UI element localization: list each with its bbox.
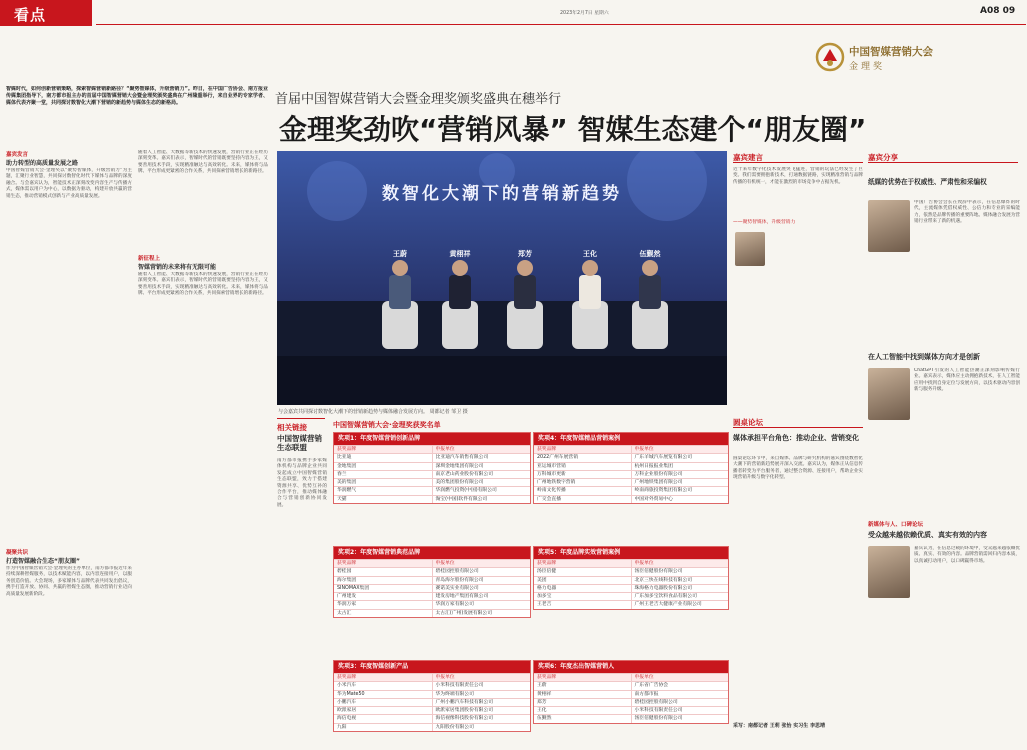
award-board-title: 奖项2：年度智媒营销典范品牌	[334, 547, 530, 559]
award-row	[334, 592, 530, 600]
award-applicant: 青岛海尔股份有限公司	[435, 577, 484, 583]
award-row	[334, 690, 530, 698]
award-applicant: 珠海格力电器股份有限公司	[634, 585, 693, 591]
award-brand: 欧派家居	[334, 707, 433, 714]
section-tag	[0, 0, 92, 26]
award-row	[334, 453, 530, 461]
award-applicant: 赛诺美实业有限公司	[435, 585, 479, 591]
award-brand: 亚运城市营销	[534, 463, 632, 470]
award-applicant: 杭州日报报业集团	[634, 463, 673, 469]
award-board	[533, 432, 729, 504]
right-b-title-1: 纸媒的优势在于权威性、严肃性和采编权	[868, 178, 987, 186]
award-brand: 金地集团	[334, 463, 433, 470]
award-row	[334, 495, 530, 503]
photo-caption: 与会嘉宾共同探讨数智化大潮下的营销新趋势与媒体融合发展方向。 周都记者 邹卫 摄	[278, 409, 468, 415]
sidebar-body: 南方都市报携手多家媒体机构与品牌企业共同发起成立中国智媒营销生态联盟，致力于搭建资源共享、优势互补的合作平台，推动媒体融合与营销创新协同发展。	[277, 458, 327, 508]
award-brand: 格力电器	[534, 585, 632, 592]
award-column-header: 申报单位	[632, 446, 729, 453]
panelist-name: 王化	[583, 250, 597, 258]
headline-kicker: 首届中国智媒营销大会暨金理奖颁奖盛典在穗举行	[275, 92, 562, 107]
award-applicant: 岭南商旅投资集团有限公司	[634, 488, 693, 494]
speaker-portrait	[868, 546, 910, 598]
award-row	[534, 470, 728, 478]
award-brand: 比亚迪	[334, 454, 433, 461]
award-brand: SINOMAX集团	[334, 585, 433, 592]
award-brand: 郑芳	[534, 699, 632, 706]
award-row	[534, 584, 728, 592]
award-applicant: 小米科技有限责任公司	[634, 708, 683, 714]
award-applicant: 小米科技有限责任公司	[435, 683, 484, 689]
award-column-header: 申报单位	[632, 674, 729, 681]
award-brand: 王老吉	[534, 601, 632, 608]
award-applicant: 九阳股份有限公司	[435, 724, 474, 730]
award-header-row	[534, 445, 728, 453]
award-column-header: 申报单位	[433, 560, 531, 567]
sidebar-title: 中国智媒营销生态联盟	[277, 434, 322, 452]
award-header-row	[334, 673, 530, 681]
award-applicant: 太古汇(广州)发展有限公司	[435, 610, 493, 616]
award-board	[533, 660, 729, 724]
speaker-portrait	[868, 368, 910, 420]
award-applicant: 汤臣倍健股份有限公司	[634, 716, 683, 722]
sidebar-rule	[277, 418, 325, 419]
award-applicant: 广州王老吉大健康产业有限公司	[634, 602, 702, 608]
award-brand: 王化	[534, 707, 632, 714]
award-applicant: 淘宝(中国)软件有限公司	[435, 496, 488, 502]
left-subhead-2: 打造智媒融合生态“朋友圈”	[6, 558, 80, 565]
award-brand: 汤臣倍健	[534, 568, 632, 575]
mid-body-intro: 随着人工智能、大数据等新技术的快速发展，营销行业正在经历深刻变革。嘉宾们表示，智媒时代的营销既要坚持内容为王，又要善用技术手段，实现精准触达与高效转化。未来，媒体将与品牌、平台形成更紧密的合作关系，共同探索营销增长的新路径。	[138, 150, 268, 175]
award-row	[534, 576, 728, 584]
right-b-kicker-3: 新媒体与人、口碑论坛	[868, 522, 924, 528]
header-rule	[96, 24, 1026, 25]
award-brand: 美的集团	[334, 479, 433, 486]
award-board	[533, 546, 729, 610]
award-applicant: 广州小鹏汽车科技有限公司	[435, 699, 494, 705]
right-a-body-2: 圆桌论坛环节中，来自媒体、品牌与研究机构的嘉宾围绕数智化大潮下的营销新趋势展开深入交流。嘉宾认为，媒体正从信息传播者转变为平台服务者，通过整合资源、连接用户，帮助企业实现营销升级与数字化转型。	[733, 456, 863, 481]
award-applicant: 美的集团股份有限公司	[435, 480, 484, 486]
section-tag-label: 看点	[14, 6, 47, 24]
award-brand: 春兰	[334, 471, 433, 478]
award-row	[534, 600, 728, 608]
panelist-name: 王蔚	[393, 250, 407, 258]
right-b-body-1: 中国广告协会会长在致辞中表示，在信息爆炸的时代，主流媒体凭借权威性、公信力和专业的采编能力，依然是品牌传播的重要阵地。媒体融合发展为营销行业带来了新的机遇。	[914, 200, 1020, 225]
award-brand: 岭南文化传播	[534, 487, 632, 494]
award-brand: 2022广州车展营销	[534, 454, 632, 461]
award-row	[334, 462, 530, 470]
awards-board-title: 中国智媒营销大会·金理奖获奖名单	[333, 421, 441, 429]
page-number: A08 09	[980, 6, 1016, 16]
award-header-row	[334, 445, 530, 453]
award-board	[333, 432, 531, 504]
date-line: 2023年2月7日 星期六	[560, 11, 609, 16]
award-brand: 万科城市更新	[534, 471, 632, 478]
speaker-portrait	[868, 200, 910, 252]
award-row	[534, 681, 728, 689]
right-b-title-2: 在人工智能中找到媒体方向才是创新	[868, 353, 980, 361]
right-a-sign: ——聚势智媒体，升级营销力	[733, 220, 796, 225]
award-row	[334, 698, 530, 706]
award-applicant: 中国对外贸易中心	[634, 496, 673, 502]
award-row	[534, 478, 728, 486]
award-applicant: 南京老山药业股份有限公司	[435, 471, 494, 477]
right-b-body-3: 嘉宾认为，在信息过载的环境中，受众越来越依赖优质、真实、有效的内容。品牌营销需回归内容本质，以真诚打动用户，以口碑赢得市场。	[914, 546, 1020, 564]
award-applicant: 欧派家居集团股份有限公司	[435, 708, 494, 714]
award-brand: 海尔集团	[334, 577, 433, 584]
award-brand: 小鹏汽车	[334, 699, 433, 706]
panelist-name: 伍觐然	[639, 250, 661, 258]
award-brand: 天猫	[334, 496, 433, 503]
left-subhead: 助力转型的高质量发展之路	[6, 160, 79, 167]
award-row	[534, 714, 728, 722]
speaker-portrait	[735, 232, 765, 266]
award-row	[534, 567, 728, 575]
right-a-rule-2	[733, 427, 863, 428]
award-row	[334, 714, 530, 722]
right-b-kicker: 嘉宾分享	[868, 153, 898, 162]
right-a-kicker-2: 圆桌论坛	[733, 418, 763, 427]
left-kicker: 嘉宾发言	[6, 152, 29, 158]
screen-title: 数智化大潮下的营销新趋势	[382, 184, 622, 204]
award-applicant: 万科企业股份有限公司	[634, 471, 683, 477]
award-applicant: 广州地铁集团有限公司	[634, 480, 683, 486]
award-board	[333, 546, 531, 618]
award-column-header: 申报单位	[632, 560, 729, 567]
award-row	[334, 567, 530, 575]
right-a-rule	[733, 162, 863, 163]
panelist-name: 黄栩祥	[449, 250, 471, 258]
award-brand: 广州地铁数字营销	[534, 479, 632, 486]
left-body-2: 作为中国智媒营销大会·金理奖的主办单位，南方都市报近年来持续深耕智媒服务，以技术赋能内容，以内容连接用户，以服务创造价值。大会现场，多家媒体与品牌代表共同发出倡议，携手打造开放、协同、共赢的智媒生态圈，推动营销行业迈向高质量发展新阶段。	[6, 566, 132, 597]
award-applicant: 碧桂园控股有限公司	[634, 699, 678, 705]
award-row	[334, 584, 530, 592]
award-applicant: 比亚迪汽车销售有限公司	[435, 455, 489, 461]
award-row	[334, 600, 530, 608]
award-column-header: 获奖品牌	[334, 560, 433, 567]
award-applicant: 碧桂园控股有限公司	[435, 569, 479, 575]
mid-body: 随着人工智能、大数据等新技术的快速发展，营销行业正在经历深刻变革。嘉宾们表示，智媒时代的营销既要坚持内容为王，又要善用技术手段，实现精准触达与高效转化。未来，媒体将与品牌、平台形成更紧密的合作关系，共同探索营销增长的新路径。	[138, 272, 268, 297]
right-b-rule	[868, 162, 1018, 163]
left-kicker-2: 凝聚共识	[6, 550, 29, 556]
award-brand: 海信电视	[334, 715, 433, 722]
mid-subhead: 智媒营销的未来将有无限可能	[138, 264, 217, 271]
award-row	[534, 592, 728, 600]
award-row	[534, 486, 728, 494]
award-header-row	[534, 559, 728, 567]
award-header-row	[534, 673, 728, 681]
award-brand: 伍觐然	[534, 715, 632, 722]
award-applicant: 汤臣倍健股份有限公司	[634, 569, 683, 575]
panelist-name: 郑芳	[518, 250, 532, 258]
award-row	[334, 576, 530, 584]
award-brand: 广交会直播	[534, 496, 632, 503]
award-column-header: 获奖品牌	[534, 674, 632, 681]
award-brand: 碧桂园	[334, 568, 433, 575]
award-applicant: 北京三快在线科技有限公司	[634, 577, 693, 583]
award-column-header: 获奖品牌	[534, 446, 632, 453]
award-row	[534, 706, 728, 714]
award-brand: 太古汇	[334, 610, 433, 617]
award-row	[334, 681, 530, 689]
award-row	[334, 706, 530, 714]
award-board-title: 奖项1：年度智媒营销创新品牌	[334, 433, 530, 445]
award-row	[334, 486, 530, 494]
award-column-header: 申报单位	[433, 674, 531, 681]
award-row	[534, 462, 728, 470]
award-board-title: 奖项3：年度智媒创新产品	[334, 661, 530, 673]
right-a-body: 近十来年数字化技术发展突飞猛进，营销的玩法已经发生了巨变。我们需要拥抱新技术，打通数据链路，实现精准营销与品牌传播的有机统一，才能在激烈的市场竞争中占据先机。	[733, 167, 863, 185]
award-board	[333, 660, 531, 732]
award-brand: 小米汽车	[334, 682, 433, 689]
right-b-body-2: ChatGPT引发的人工智能热潮正深刻影响传媒行业。嘉宾表示，媒体应主动拥抱新技术，在人工智能应用中找到自身定位与发展方向，以技术驱动内容创新与服务升级。	[914, 368, 1020, 393]
award-applicant: 广东省广告协会	[634, 683, 669, 689]
award-header-row	[334, 559, 530, 567]
award-applicant: 南方都市报	[634, 691, 659, 697]
event-logo	[815, 38, 1015, 78]
mid-kicker: 新征程上	[138, 256, 161, 262]
award-row	[534, 495, 728, 503]
award-column-header: 获奖品牌	[534, 560, 632, 567]
lead-paragraph: 智媒时代，如何创新营销策略，探索智媒营销新路径？“聚势智媒体，升级营销力”。昨日，在中国广告协会、南方报业传媒集团指导下，南方都市报主办的首届中国智媒营销大会暨金理奖颁奖盛典在广州隆重举行，来自业界的专家学者、媒体代表齐聚一堂，共同探讨数智化大潮下营销的新趋势与媒体生态的新格局。	[6, 86, 268, 106]
right-b-title-3: 受众越来越依赖优质、真实有效的内容	[868, 531, 987, 539]
award-brand: 九阳	[334, 724, 433, 731]
headline-title: 金理奖劲吹“营销风暴” 智媒生态建个“朋友圈”	[279, 113, 867, 146]
award-board-title: 奖项5：年度品牌实效营销案例	[534, 547, 728, 559]
award-row	[534, 690, 728, 698]
award-applicant: 华为终端有限公司	[435, 691, 474, 697]
right-a-title-2: 媒体承担平台角色：推动企业、营销变化	[733, 434, 859, 442]
award-brand: 华润燃气	[334, 487, 433, 494]
award-brand: 王蔚	[534, 682, 632, 689]
award-applicant: 华润燃气投资(中国)有限公司	[435, 488, 497, 494]
award-brand: 美团	[534, 577, 632, 584]
award-applicant: 广东加多宝饮料食品有限公司	[634, 594, 697, 600]
award-brand: 加多宝	[534, 593, 632, 600]
award-applicant: 深圳金地集团有限公司	[435, 463, 484, 469]
award-applicant: 建发房地产集团有限公司	[435, 594, 489, 600]
logo-title: 中国智媒营销大会	[849, 46, 933, 58]
award-row	[534, 698, 728, 706]
event-logo-icon	[815, 42, 845, 72]
award-board-title: 奖项4：年度智媒精品营销案例	[534, 433, 728, 445]
award-column-header: 获奖品牌	[334, 674, 433, 681]
award-row	[334, 470, 530, 478]
award-column-header: 获奖品牌	[334, 446, 433, 453]
award-brand: 华为Mate50	[334, 691, 433, 698]
logo-subtitle: 金理奖	[849, 62, 886, 72]
award-applicant: 广东羊城汽车展览有限公司	[634, 455, 693, 461]
award-column-header: 申报单位	[433, 446, 531, 453]
byline: 采写：南都记者 王莉 张怡 实习生 李思靖	[733, 723, 825, 729]
award-applicant: 海信视像科技股份有限公司	[435, 716, 494, 722]
award-board-title: 奖项6：年度杰出智媒营销人	[534, 661, 728, 673]
award-brand: 华润万家	[334, 601, 433, 608]
sidebar-kicker: 相关链接	[277, 423, 307, 432]
award-row	[534, 453, 728, 461]
forum-photo	[277, 151, 727, 405]
right-a-kicker: 嘉宾建言	[733, 153, 763, 162]
award-brand: 黄栩祥	[534, 691, 632, 698]
left-body-1: 中国智媒营销大会·金理奖以“聚势智媒体，升级营销力”为主题，汇聚行业智慧，共同探讨数智化时代下媒体与品牌的深度融合。与会嘉宾认为，智能技术正深刻改变内容生产与传播方式，媒体需以用户为中心，以数据为驱动，构建开放共赢的营销生态，推动营销模式创新与产业高质量发展。	[6, 168, 132, 199]
award-row	[334, 609, 530, 617]
award-row	[334, 723, 530, 731]
award-brand: 广州建发	[334, 593, 433, 600]
award-applicant: 华润万家有限公司	[435, 602, 474, 608]
award-row	[334, 478, 530, 486]
